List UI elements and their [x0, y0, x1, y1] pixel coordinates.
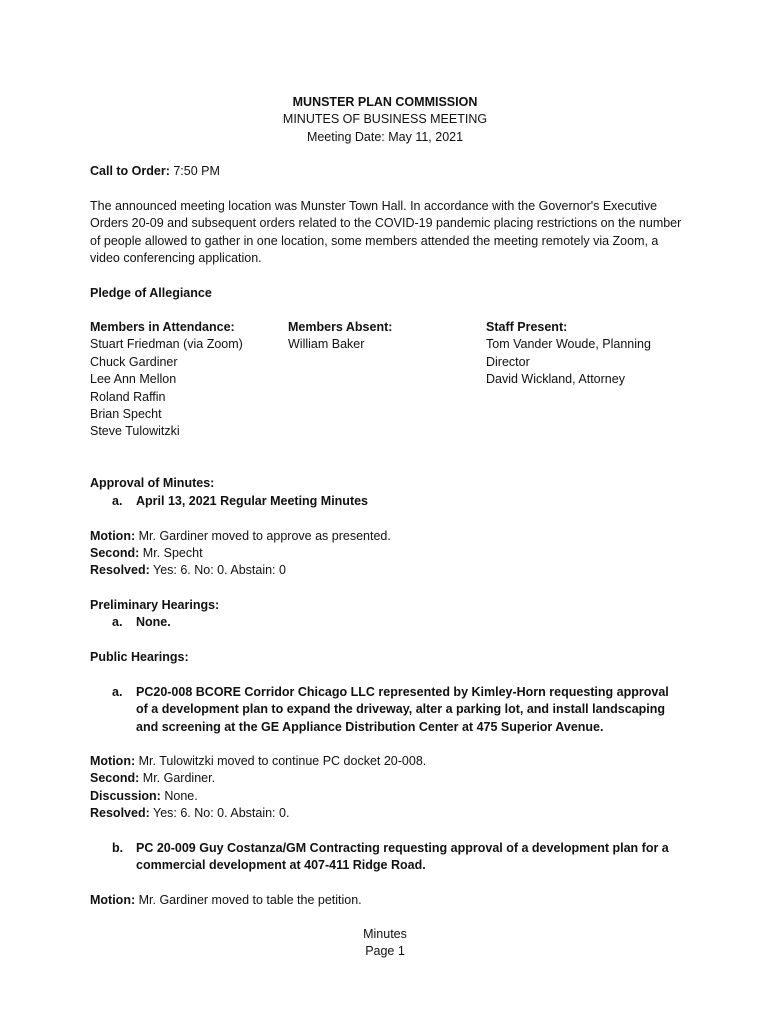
member-name: Steve Tulowitzki: [90, 424, 180, 439]
second-text: Mr. Gardiner.: [142, 771, 216, 785]
preliminary-item-text: None.: [136, 615, 171, 629]
hearing-a-second: [90, 770, 215, 787]
absent-member-name: William Baker: [288, 337, 365, 352]
footer-minutes: Minutes: [363, 927, 407, 941]
approval-motion: [90, 528, 391, 545]
hearing-a-text: PC20-008 BCORE Corridor Chicago LLC represented by Kimley-Horn requesting approval of a development plan to expand the driveway, alter a parking lot, and install landscaping and screening at the GE Appliance Distribution Center at 475 Superior Avenue.: [136, 685, 669, 734]
discussion-label: Discussion:: [90, 789, 161, 803]
member-name: Brian Specht: [90, 407, 162, 422]
resolved-text: Yes: 6. No: 0. Abstain: 0: [153, 563, 286, 577]
motion-label: Motion:: [90, 754, 136, 768]
approval-resolved: [90, 562, 286, 579]
resolved-label: Resolved:: [90, 806, 150, 820]
hearing-b-letter: b.: [112, 841, 124, 855]
motion-text: Mr. Gardiner moved to table the petition.: [138, 893, 362, 907]
discussion-text: None.: [164, 789, 198, 803]
members-absent-heading: Members Absent:: [288, 320, 393, 334]
call-to-order-label: Call to Order:: [90, 164, 170, 178]
hearing-a-discussion: [90, 788, 198, 805]
member-name: Roland Raffin: [90, 389, 166, 404]
members-present-heading: Members in Attendance:: [90, 320, 235, 334]
footer-page-number: Page 1: [365, 944, 405, 958]
resolved-text: Yes: 6. No: 0. Abstain: 0.: [153, 806, 290, 820]
approval-second: [90, 545, 203, 562]
approval-item-letter: a.: [112, 494, 123, 508]
hearing-a-motion: [90, 753, 426, 770]
hearing-a-resolved: [90, 805, 289, 822]
intro-paragraph: The announced meeting location was Munster Town Hall. In accordance with the Governor's Executive Orders 20-09 and subsequent orders related to the COVID-19 pandemic placing restrictions on the number of people allowed to gather in one location, some members attended the meeting remotely via Zoom, a video conferencing application.: [90, 199, 682, 266]
call-to-order-value: 7:50 PM: [173, 164, 220, 178]
hearing-b-motion: [90, 892, 362, 909]
staff-line: Tom Vander Woude, Planning: [486, 337, 651, 352]
second-text: Mr. Specht: [142, 546, 203, 560]
call-to-order: [90, 163, 220, 180]
preliminary-hearings-heading: Preliminary Hearings:: [90, 598, 220, 612]
hearing-a-letter: a.: [112, 685, 123, 699]
approval-of-minutes-heading: Approval of Minutes:: [90, 476, 215, 490]
public-hearings-heading: Public Hearings:: [90, 650, 189, 664]
motion-text: Mr. Gardiner moved to approve as presented.: [138, 529, 391, 543]
second-label: Second:: [90, 546, 140, 560]
approval-item-text: April 13, 2021 Regular Meeting Minutes: [136, 494, 369, 508]
second-label: Second:: [90, 771, 140, 785]
motion-label: Motion:: [90, 893, 136, 907]
document-title: MUNSTER PLAN COMMISSION: [292, 95, 478, 109]
staff-present-column: [486, 319, 651, 389]
meeting-date: Meeting Date: May 11, 2021: [306, 130, 464, 144]
hearing-b-text: PC 20-009 Guy Costanza/GM Contracting requesting approval of a development plan for a commercial development at 407-411 Ridge Road.: [136, 841, 669, 873]
member-name: Lee Ann Mellon: [90, 372, 177, 387]
member-name: Chuck Gardiner: [90, 354, 178, 369]
members-present-column: [90, 319, 243, 441]
resolved-label: Resolved:: [90, 563, 150, 577]
document-subtitle: MINUTES OF BUSINESS MEETING: [282, 112, 488, 126]
staff-present-heading: Staff Present:: [486, 320, 568, 334]
motion-label: Motion:: [90, 529, 136, 543]
staff-line: David Wickland, Attorney: [486, 372, 625, 387]
staff-line: Director: [486, 354, 530, 369]
preliminary-item-letter: a.: [112, 615, 123, 629]
members-absent-column: [288, 319, 392, 354]
member-name: Stuart Friedman (via Zoom): [90, 337, 243, 352]
pledge-heading: Pledge of Allegiance: [90, 286, 212, 300]
motion-text: Mr. Tulowitzki moved to continue PC docket 20-008.: [138, 754, 427, 768]
